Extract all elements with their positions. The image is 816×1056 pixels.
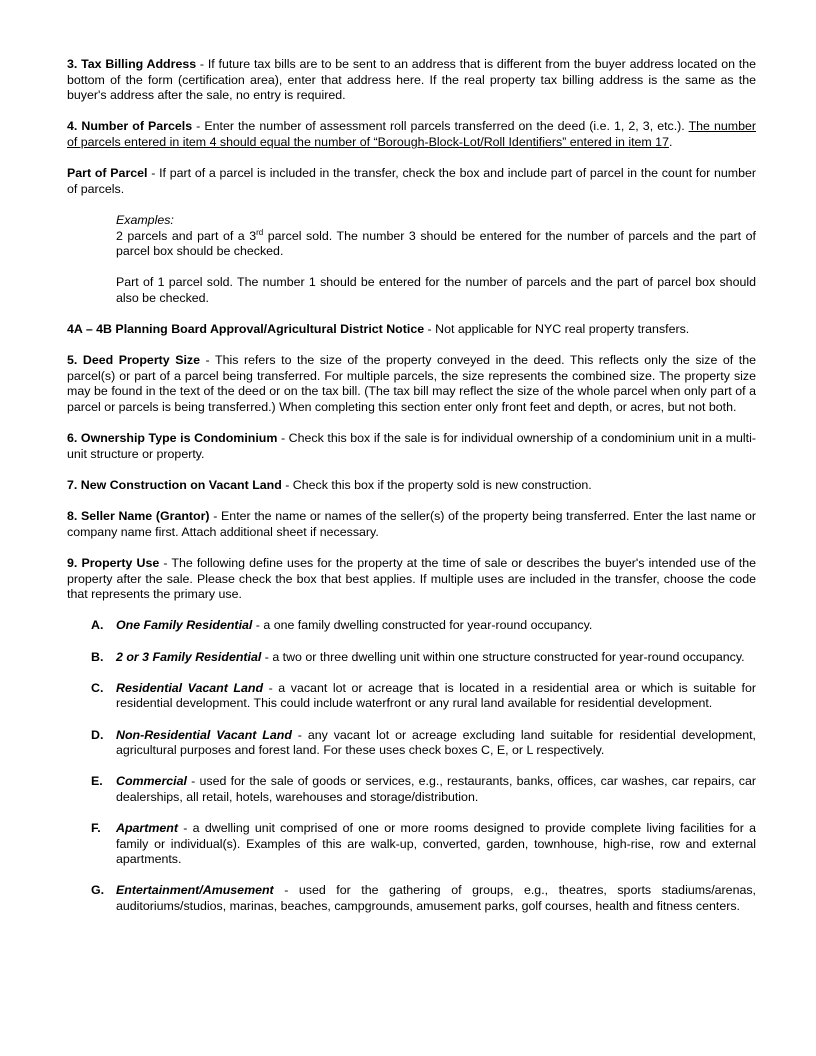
use-term: Residential Vacant Land	[116, 680, 264, 695]
use-term: Entertainment/Amusement	[116, 883, 274, 898]
use-term: Commercial	[116, 774, 187, 789]
property-use-list	[67, 618, 756, 914]
item-4a-4b-text: - Not applicable for NYC real property transfers.	[424, 322, 690, 337]
list-item-use-b: B. 2 or 3 Family Residential - a two or three dwelling unit within one structure constructed for year-round occupancy.	[91, 649, 745, 664]
item-4-underlined-note: The number of parcels entered in item 4 should equal the number of “Borough-Block-Lot/Roll Identifiers” entered in item 17	[67, 119, 757, 149]
item-6-ownership-type	[67, 431, 756, 462]
part-of-parcel-heading: Part of Parcel	[67, 166, 148, 181]
examples-label: Examples:	[116, 212, 174, 227]
item-7-text: - Check this box if the property sold is new construction.	[281, 478, 592, 493]
part-of-parcel	[67, 166, 756, 197]
list-item-use-e: E. Commercial - used for the sale of goods or services, e.g., restaurants, banks, offices, car washes, car repairs, car dealerships, all retail, hotels, warehouses and storage/distribution.	[91, 774, 756, 804]
item-5-deed-property-size	[67, 353, 756, 415]
item-8-seller-name	[67, 509, 756, 540]
list-item-use-g: G. Entertainment/Amusement - used for the gathering of groups, e.g., theatres, sports stadiums/arenas, auditoriums/studios, marinas, beaches, campgrounds, amusement parks, golf courses, health and fitness centers.	[91, 883, 756, 914]
item-9-heading: 9. Property Use	[67, 556, 160, 570]
item-8-text: - Enter the name or names of the seller(s) of the property being transferred. Enter the last name or company name first. Attach additional sheet if necessary.	[67, 509, 757, 539]
item-3-tax-billing-address	[67, 57, 756, 104]
use-description: - any vacant lot or acreage excluding land suitable for residential development, agricultural purposes and forest land. For these uses check boxes C, E, or L respectively.	[116, 727, 756, 758]
use-term: 2 or 3 Family Residential	[116, 649, 262, 664]
use-description: - used for the sale of goods or services, e.g., restaurants, banks, offices, car washes, car repairs, car dealerships, all retail, hotels, warehouses and storage/distribution.	[116, 774, 756, 804]
use-description: - a vacant lot or acreage that is located in a residential area or which is suitable for residential development. This could include waterfront or any rural land available for residential development.	[116, 680, 756, 711]
document-body	[67, 57, 756, 915]
list-item-use-c: C. Residential Vacant Land - a vacant lot or acreage that is located in a residential area or which is suitable for residential development. This could include waterfront or any rural land available for residential development.	[91, 680, 756, 711]
item-4-text: - Enter the number of assessment roll parcels transferred on the deed (i.e. 1, 2, 3, etc.).	[192, 119, 689, 134]
item-7-heading: 7. New Construction on Vacant Land	[67, 478, 282, 493]
examples-block	[116, 213, 756, 307]
item-9-text: - The following define uses for the property at the time of sale or describes the buyer's intended use of the property after the sale. Please check the box that best applies. If multiple uses are included in the transfer, choose the code that represents the primary use.	[67, 556, 757, 602]
ordinal-suffix: rd	[256, 227, 264, 237]
use-term: Non-Residential Vacant Land	[116, 727, 292, 742]
use-description: - a two or three dwelling unit within one structure constructed for year-round occupancy.	[261, 649, 745, 664]
use-description: - used for the gathering of groups, e.g., theatres, sports stadiums/arenas, auditoriums/studios, marinas, beaches, campgrounds, amusement parks, golf courses, health and fitness centers.	[116, 883, 756, 914]
item-5-text: - This refers to the size of the property conveyed in the deed. This reflects only the size of the parcel(s) or part of a parcel being transferred. For multiple parcels, the size represents the combined size. The property size may be found in the text of the deed or on the tax bill. (The tax bill may reflect the size of the whole parcel when only part of a parcel or parcels is being transferred.) When completing this section enter only front feet and depth, or acres, but not both.	[67, 353, 756, 415]
example-2: Part of 1 parcel sold. The number 1 should be entered for the number of parcels and the part of parcel box should also be checked.	[116, 275, 756, 305]
part-of-parcel-text: - If part of a parcel is included in the transfer, check the box and include part of parcel in the count for number of parcels.	[67, 166, 756, 196]
example-1: 2 parcels and part of a 3rd parcel sold. The number 3 should be entered for the number of parcels and the part of parcel box should be checked.	[116, 227, 756, 259]
use-description: - a one family dwelling constructed for year-round occupancy.	[252, 618, 593, 633]
item-3-heading: 3. Tax Billing Address	[67, 57, 197, 71]
list-item-use-a: A. One Family Residential - a one family dwelling constructed for year-round occupancy.	[91, 618, 593, 633]
list-item-use-d: D. Non-Residential Vacant Land - any vacant lot or acreage excluding land suitable for residential development, agricultural purposes and forest land. For these uses check boxes C, E, or L respectively.	[91, 727, 756, 758]
item-6-text: - Check this box if the sale is for individual ownership of a condominium unit in a multi-unit structure or property.	[67, 431, 756, 461]
item-4-end: .	[668, 134, 673, 149]
item-3-text: - If future tax bills are to be sent to an address that is different from the buyer address located on the bottom of the form (certification area), enter that address here. If the real property tax billing address is the same as the buyer's address after the sale, no entry is required.	[67, 57, 756, 103]
item-7-new-construction	[67, 478, 756, 494]
item-9-property-use	[67, 556, 756, 603]
item-4a-4b-heading: 4A – 4B Planning Board Approval/Agricultural District Notice	[67, 322, 425, 337]
item-8-heading: 8. Seller Name (Grantor)	[67, 509, 210, 524]
list-item-use-f: F. Apartment - a dwelling unit comprised of one or more rooms designed to provide complete living facilities for a family or individual(s). Examples of this are walk-up, converted, garden, townhouse, high-rise, row and external apartments.	[91, 821, 756, 867]
item-4-heading: 4. Number of Parcels	[67, 119, 193, 134]
use-term: One Family Residential	[116, 618, 253, 633]
item-5-heading: 5. Deed Property Size	[67, 353, 201, 368]
use-description: - a dwelling unit comprised of one or more rooms designed to provide complete living facilities for a family or individual(s). Examples of this are walk-up, converted, garden, townhouse, high-rise, row and external apartments.	[116, 821, 756, 867]
item-4a-4b	[67, 322, 756, 338]
use-term: Apartment	[116, 821, 178, 836]
item-6-heading: 6. Ownership Type is Condominium	[67, 431, 278, 446]
item-4-number-of-parcels	[67, 119, 756, 150]
